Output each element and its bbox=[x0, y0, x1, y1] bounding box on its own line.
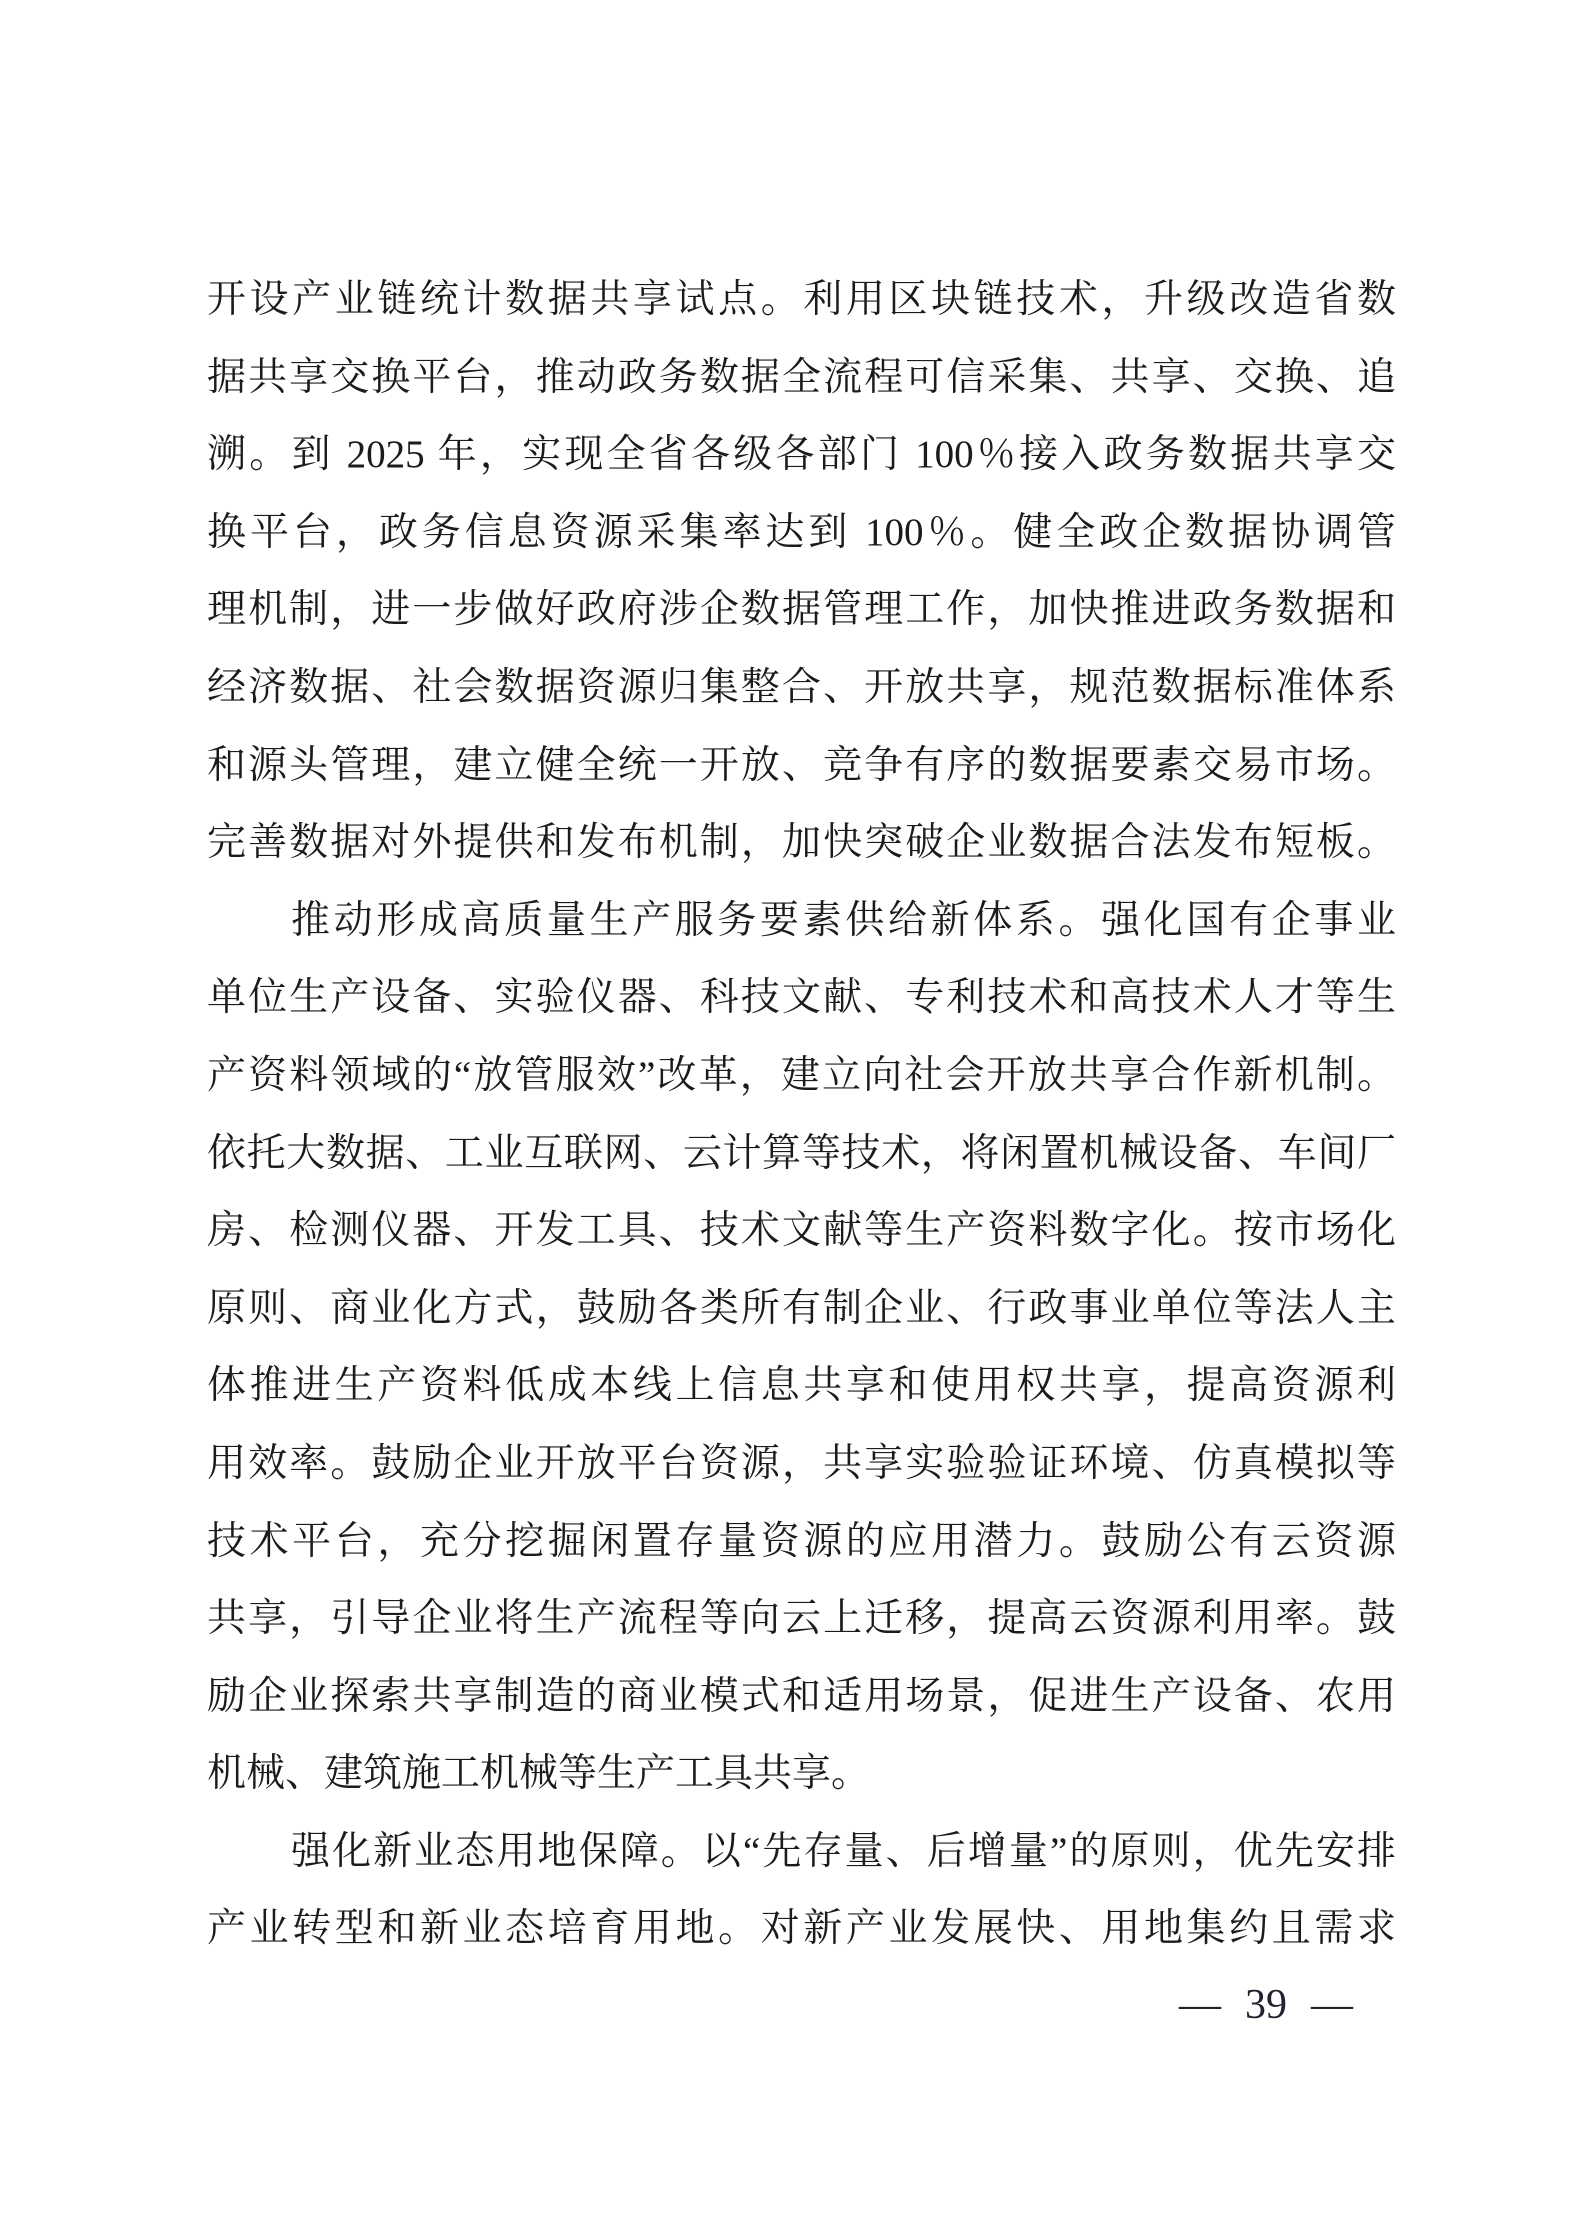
text-line: 经济数据、社会数据资源归集整合、开放共享，规范数据标准体系 bbox=[207, 665, 1396, 709]
text-line: 强化新业态用地保障。以“先存量、后增量”的原则，优先安排 bbox=[291, 1829, 1396, 1873]
text-line: 溯。到 2025 年，实现全省各级各部门 100％接入政务数据共享交 bbox=[207, 433, 1396, 477]
text-line: 完善数据对外提供和发布机制，加快突破企业数据合法发布短板。 bbox=[207, 821, 1396, 865]
page-number: 39 bbox=[1245, 1982, 1287, 2028]
text-line: 技术平台，充分挖掘闲置存量资源的应用潜力。鼓励公有云资源 bbox=[207, 1519, 1396, 1563]
text-line: 产资料领域的“放管服效”改革，建立向社会开放共享合作新机制。 bbox=[207, 1053, 1396, 1097]
text-block bbox=[207, 261, 1396, 1968]
text-line: 用效率。鼓励企业开放平台资源，共享实验验证环境、仿真模拟等 bbox=[207, 1441, 1396, 1485]
text-line: 励企业探索共享制造的商业模式和适用场景，促进生产设备、农用 bbox=[207, 1674, 1396, 1718]
paragraph bbox=[207, 1813, 1396, 1968]
footer-dash-right: — bbox=[1311, 1982, 1353, 2028]
text-line: 产业转型和新业态培育用地。对新产业发展快、用地集约且需求 bbox=[207, 1907, 1396, 1951]
paragraph bbox=[207, 261, 1396, 882]
text-line: 推动形成高质量生产服务要素供给新体系。强化国有企事业 bbox=[291, 898, 1396, 942]
text-line: 原则、商业化方式，鼓励各类所有制企业、行政事业单位等法人主 bbox=[207, 1286, 1396, 1330]
text-line: 开设产业链统计数据共享试点。利用区块链技术，升级改造省数 bbox=[207, 278, 1396, 321]
text-line: 体推进生产资料低成本线上信息共享和使用权共享，提高资源利 bbox=[207, 1364, 1396, 1408]
text-line: 单位生产设备、实验仪器、科技文献、专利技术和高技术人才等生 bbox=[207, 976, 1396, 1020]
text-line: 据共享交换平台，推动政务数据全流程可信采集、共享、交换、追 bbox=[207, 355, 1396, 399]
text-line: 换平台，政务信息资源采集率达到 100％。健全政企数据协调管 bbox=[207, 510, 1396, 554]
paragraph bbox=[207, 882, 1396, 1813]
text-line: 依托大数据、工业互联网、云计算等技术，将闲置机械设备、车间厂 bbox=[207, 1131, 1396, 1175]
text-line: 共享，引导企业将生产流程等向云上迁移，提高云资源利用率。鼓 bbox=[207, 1597, 1396, 1641]
text-line: 理机制，进一步做好政府涉企数据管理工作，加快推进政务数据和 bbox=[207, 588, 1396, 632]
page-footer bbox=[1179, 1981, 1353, 2029]
text-line: 和源头管理，建立健全统一开放、竞争有序的数据要素交易市场。 bbox=[207, 743, 1396, 787]
text-line: 房、检测仪器、开发工具、技术文献等生产资料数字化。按市场化 bbox=[207, 1209, 1396, 1253]
footer-dash-left: — bbox=[1179, 1982, 1221, 2028]
text-line: 机械、建筑施工机械等生产工具共享。 bbox=[207, 1752, 871, 1796]
